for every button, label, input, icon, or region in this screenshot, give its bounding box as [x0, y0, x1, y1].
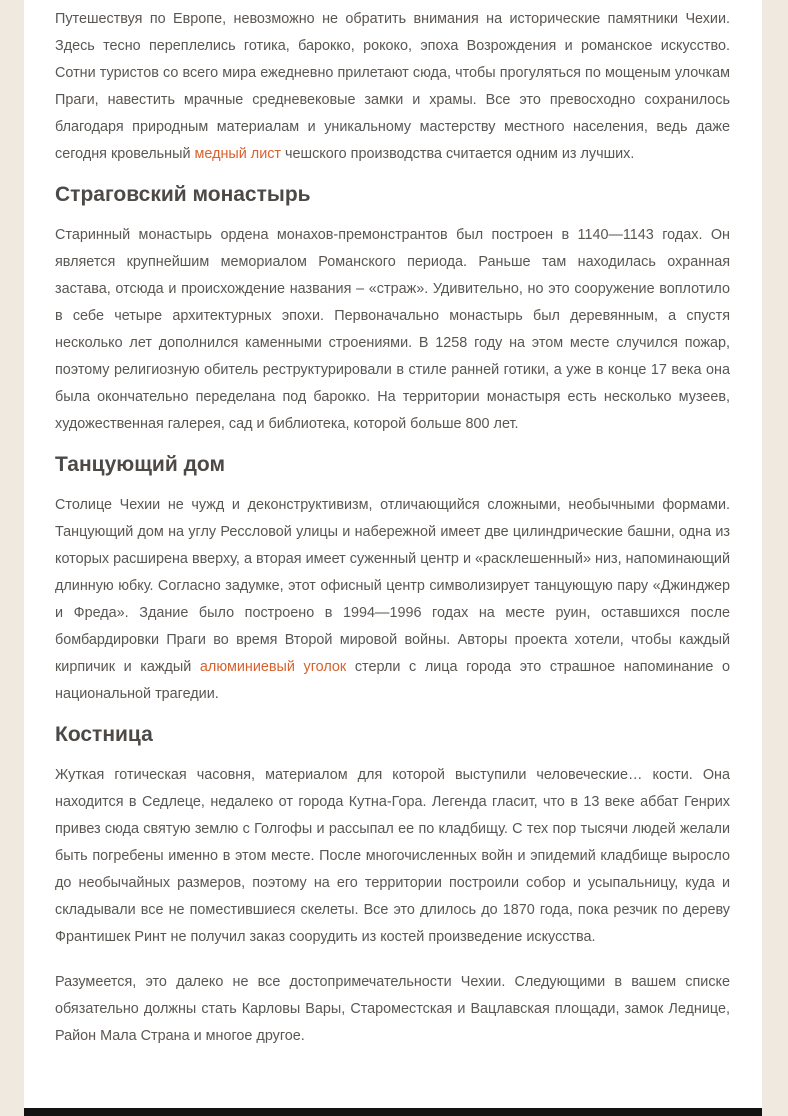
dancing-house-text-end: стерли с лица города это страшное напоминание о национальной трагедии.	[55, 659, 730, 702]
intro-text-start: Путешествуя по Европе, невозможно не обратить внимания на исторические памятники Чехии. Здесь тесно переплелись готика, барокко, рококо, эпоха Возрождения и романское искусство. Сотни туристов со всего мира ежедневно прилетают сюда, чтобы прогуляться по мощеным улочкам Праги, навестить мрачные средневековые замки и храмы. Все это превосходно сохранилось благодаря природным материалам и уникальному мастерству местного населения, ведь даже сегодня кровельный	[55, 11, 730, 162]
article-page	[24, 0, 762, 1108]
ossuary-paragraph: Жуткая готическая часовня, материалом для которой выступили человеческие… кости. Она находится в Седлеце, недалеко от города Кутна-Гора. Легенда гласит, что в 13 веке аббат Генрих привез сюда святую землю с Голгофы и рассыпал ее по кладбищу. С тех пор тысячи людей желали быть погребены именно в этом месте. После многочисленных войн и эпидемий кладбище выросло до необычайных размеров, поэтому на его территории построили собор и усыпальницу, куда и складывали все не поместившиеся скелеты. Все это длилось до 1870 года, пока резчик по дереву Франтишек Ринт не получил заказ соорудить из костей произведение искусства.	[55, 767, 730, 945]
outro-paragraph: Разумеется, это далеко не все достопримечательности Чехии. Следующими в вашем списке обязательно должны стать Карловы Вары, Староместская и Вацлавская площади, замок Леднице, Район Мала Страна и многое другое.	[55, 974, 730, 1044]
intro-text-end: чешского производства считается одним из лучших.	[281, 146, 635, 162]
ossuary-heading: Костница	[55, 723, 153, 746]
dancing-house-paragraph	[55, 492, 730, 708]
intro-paragraph	[55, 6, 730, 168]
copper-sheet-link[interactable]: медный лист	[194, 146, 282, 162]
strahov-heading: Страговский монастырь	[55, 183, 311, 206]
dancing-house-heading: Танцующий дом	[55, 453, 225, 476]
aluminium-corner-link[interactable]: алюминиевый уголок	[199, 659, 347, 675]
article-body	[55, 6, 730, 1050]
page-bottom-border	[24, 1108, 762, 1116]
dancing-house-text-start: Столице Чехии не чужд и деконструктивизм, отличающийся сложными, необычными формами. Танцующий дом на углу Ресcловой улицы и набережной имеет две цилиндрические башни, одна из которых расширена вверху, а вторая имеет суженный центр и «расклешенный» низ, напоминающий длинную юбку. Согласно задумке, этот офисный центр символизирует танцующую пару «Джинджер и Фреда». Здание было построено в 1994—1996 годах на месте руин, оставшихся после бомбардировки Праги во время Второй мировой войны. Авторы проекта хотели, чтобы каждый кирпичик и каждый	[55, 497, 730, 675]
strahov-paragraph: Старинный монастырь ордена монахов-премонстрантов был построен в 1140—1143 годах. Он является крупнейшим мемориалом Романского периода. Раньше там находилась охранная застава, отсюда и происхождение названия – «страж». Удивительно, но это сооружение воплотило в себе четыре архитектурных эпохи. Первоначально монастырь был деревянным, а спустя несколько лет дополнился каменными строениями. В 1258 году на этом месте случился пожар, поэтому религиозную обитель реструктурировали в стиле ранней готики, а уже в конце 17 века она была окончательно переделана под барокко. На территории монастыря есть несколько музеев, художественная галерея, сад и библиотека, которой больше 800 лет.	[55, 227, 730, 432]
